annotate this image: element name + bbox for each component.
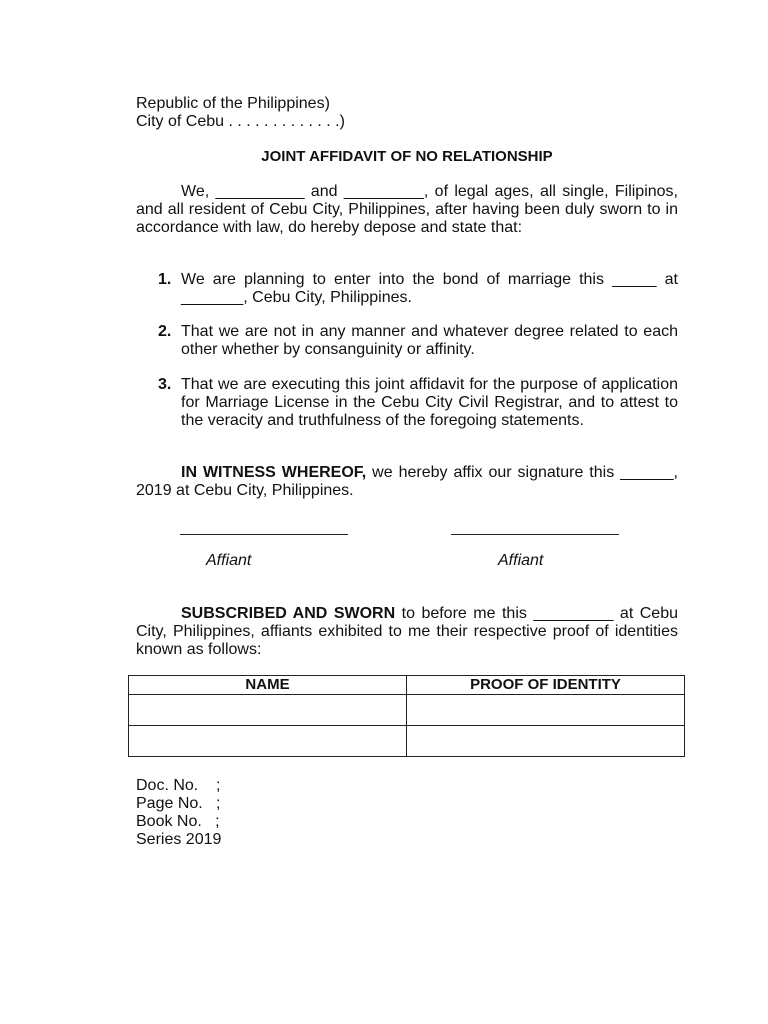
book-no: Book No. ; [136,813,220,830]
document-title: JOINT AFFIDAVIT OF NO RELATIONSHIP [261,148,553,165]
affiant-label-right: Affiant [498,552,544,569]
subscribed-text: to before me this _________ at Cebu City, Philippines, affiants exhibited to me their respective proof of identities known as follows: [136,605,678,658]
table-cell-proof [407,726,685,757]
subscribed-lead: SUBSCRIBED AND SWORN [181,605,396,622]
subscribed-paragraph [136,605,678,659]
item-number: 2. [158,323,172,340]
item-number: 1. [158,271,172,288]
witness-paragraph [136,464,678,500]
table-cell-proof [407,695,685,726]
notarial-register [136,777,221,849]
doc-no: Doc. No. ; [136,777,221,794]
item-text: That we are not in any manner and whatever degree related to each other whether by consanguinity or affinity. [181,323,678,358]
table-cell-name [129,695,407,726]
signature-line-left [180,534,348,535]
witness-text: we hereby affix our signature this ______, 2019 at Cebu City, Philippines. [136,464,678,499]
venue-city: City of Cebu . . . . . . . . . . . . .) [136,113,345,130]
item-text: We are planning to enter into the bond of marriage this _____ at _______, Cebu City, Philippines. [181,271,678,306]
identity-table [128,675,685,757]
affiant-label-left: Affiant [206,552,252,569]
table-cell-name [129,726,407,757]
series: Series 2019 [136,831,222,848]
column-header-proof: PROOF OF IDENTITY [407,676,685,695]
column-header-name: NAME [129,676,407,695]
table-row [129,695,685,726]
table-row [129,726,685,757]
venue-republic: Republic of the Philippines) [136,95,330,112]
witness-lead: IN WITNESS WHEREOF, [181,464,367,481]
venue-block [136,95,345,131]
signature-line-right [451,534,619,535]
item-text: That we are executing this joint affidavit for the purpose of application for Marriage License in the Cebu City Civil Registrar, and to attest to the veracity and truthfulness of the foregoing statements. [181,376,678,429]
intro-paragraph: We, __________ and _________, of legal ages, all single, Filipinos, and all resident of Cebu City, Philippines, after having been duly sworn to in accordance with law, do hereby depose and state that: [136,183,678,236]
table-header-row [129,676,685,695]
item-number: 3. [158,376,172,393]
page-no: Page No. ; [136,795,221,812]
